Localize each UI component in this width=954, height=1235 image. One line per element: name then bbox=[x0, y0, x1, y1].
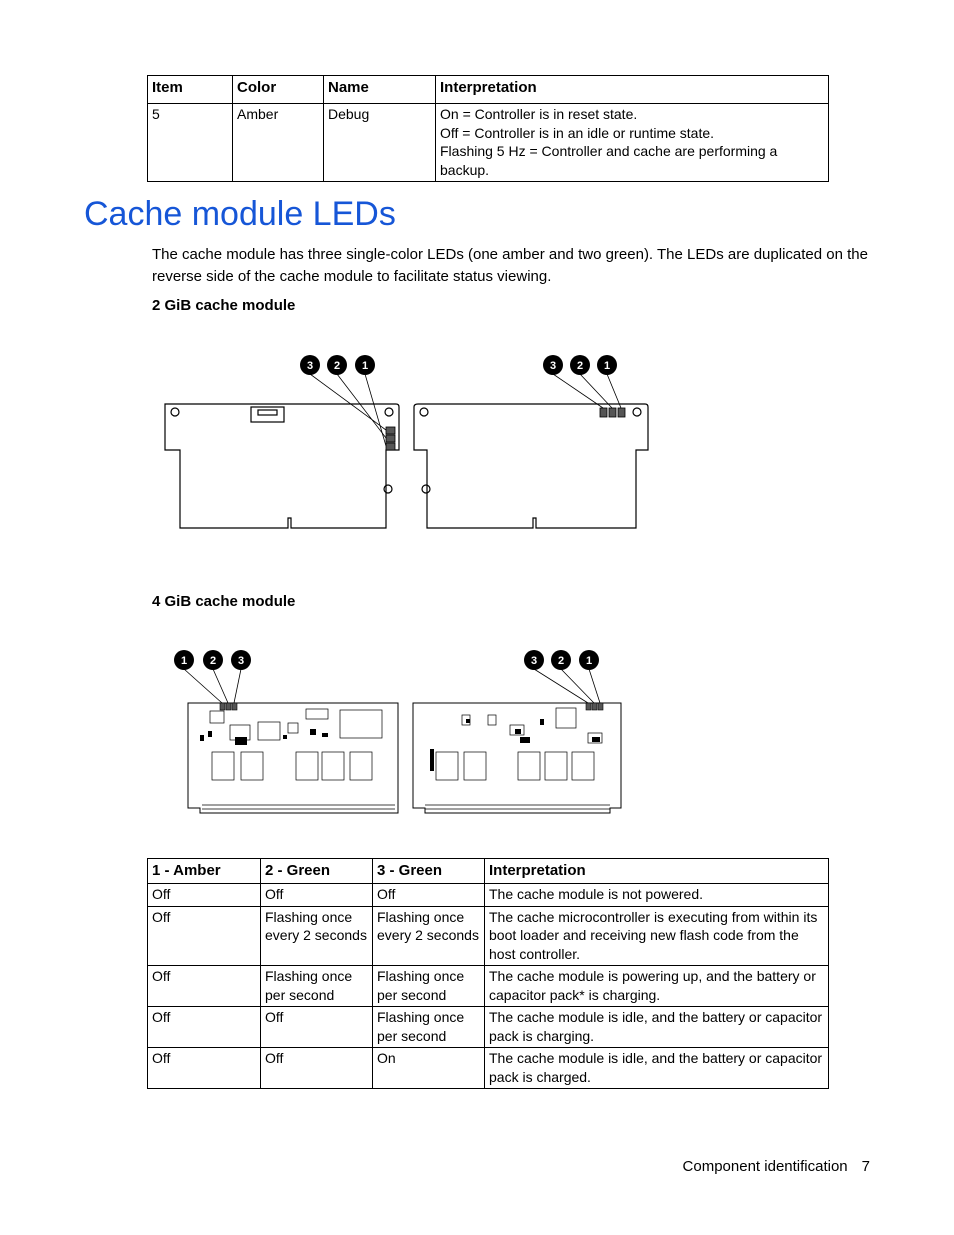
callout-1 bbox=[174, 650, 194, 670]
callout-2 bbox=[203, 650, 223, 670]
led-3 bbox=[232, 703, 237, 710]
header-green-2: 2 - Green bbox=[261, 859, 373, 884]
cell-led2: Off bbox=[261, 1048, 373, 1089]
led-1 bbox=[618, 408, 625, 417]
table-row bbox=[148, 966, 829, 1007]
cell-interpretation: The cache microcontroller is executing from within its boot loader and receiving new flash code from the host controller. bbox=[485, 906, 829, 966]
cell-item: 5 bbox=[148, 104, 233, 182]
led-3 bbox=[600, 408, 607, 417]
svg-text:1: 1 bbox=[585, 655, 593, 667]
callout-1 bbox=[355, 355, 375, 375]
table-row bbox=[148, 1007, 829, 1048]
svg-text:2: 2 bbox=[333, 360, 341, 372]
cell-led2: Flashing once every 2 seconds bbox=[261, 906, 373, 966]
header-interpretation: Interpretation bbox=[436, 76, 829, 104]
led-2 bbox=[226, 703, 231, 710]
cell-interpretation: The cache module is powering up, and the battery or capacitor pack* is charging. bbox=[485, 966, 829, 1007]
callout-3 bbox=[231, 650, 251, 670]
cell-led3: Flashing once per second bbox=[373, 966, 485, 1007]
led-1 bbox=[220, 703, 225, 710]
svg-text:2: 2 bbox=[209, 655, 217, 667]
callout-1 bbox=[597, 355, 617, 375]
callout-2 bbox=[551, 650, 571, 670]
header-item: Item bbox=[148, 76, 233, 104]
page-number: 7 bbox=[861, 1158, 870, 1175]
interpretation-line: Flashing 5 Hz = Controller and cache are performing a backup. bbox=[440, 143, 778, 178]
svg-text:3: 3 bbox=[530, 655, 538, 667]
cell-interpretation bbox=[436, 104, 829, 182]
cell-color: Amber bbox=[233, 104, 324, 182]
cell-led3: Flashing once every 2 seconds bbox=[373, 906, 485, 966]
led-1 bbox=[386, 443, 395, 450]
cell-interpretation: The cache module is idle, and the battery or capacitor pack is charging. bbox=[485, 1007, 829, 1048]
cell-led3: Off bbox=[373, 884, 485, 907]
interpretation-line: Off = Controller is in an idle or runtime state. bbox=[440, 124, 715, 141]
led-2 bbox=[592, 703, 597, 710]
cell-led2: Flashing once per second bbox=[261, 966, 373, 1007]
led-item-table bbox=[147, 75, 829, 182]
callout-2 bbox=[570, 355, 590, 375]
header-color: Color bbox=[233, 76, 324, 104]
table-row bbox=[148, 1048, 829, 1089]
cell-led1: Off bbox=[148, 966, 261, 1007]
header-green-3: 3 - Green bbox=[373, 859, 485, 884]
svg-text:2: 2 bbox=[557, 655, 565, 667]
subheading-4gib: 4 GiB cache module bbox=[152, 593, 296, 610]
svg-text:3: 3 bbox=[549, 360, 557, 372]
cell-led2: Off bbox=[261, 884, 373, 907]
table-row bbox=[148, 884, 829, 907]
svg-text:2: 2 bbox=[576, 360, 584, 372]
cell-led3: Flashing once per second bbox=[373, 1007, 485, 1048]
table-row bbox=[148, 104, 829, 182]
table-header-row bbox=[148, 76, 829, 104]
table-header-row bbox=[148, 859, 829, 884]
callout-3 bbox=[300, 355, 320, 375]
cell-led3: On bbox=[373, 1048, 485, 1089]
svg-text:1: 1 bbox=[180, 655, 188, 667]
header-name: Name bbox=[324, 76, 436, 104]
cache-led-table bbox=[147, 858, 829, 1089]
cell-led1: Off bbox=[148, 906, 261, 966]
header-amber: 1 - Amber bbox=[148, 859, 261, 884]
svg-text:1: 1 bbox=[361, 360, 369, 372]
led-2 bbox=[386, 435, 395, 442]
cell-name: Debug bbox=[324, 104, 436, 182]
callout-3 bbox=[543, 355, 563, 375]
section-heading: Cache module LEDs bbox=[84, 195, 396, 233]
cell-interpretation: The cache module is idle, and the battery or capacitor pack is charged. bbox=[485, 1048, 829, 1089]
footer-section: Component identification bbox=[682, 1158, 848, 1175]
page-footer bbox=[683, 1158, 870, 1175]
cache-module-2gib-diagram bbox=[160, 350, 660, 540]
callout-3 bbox=[524, 650, 544, 670]
svg-text:3: 3 bbox=[306, 360, 314, 372]
cell-led1: Off bbox=[148, 1007, 261, 1048]
callout-1 bbox=[579, 650, 599, 670]
cache-module-4gib-diagram bbox=[170, 645, 630, 820]
interpretation-line: On = Controller is in reset state. bbox=[440, 106, 638, 122]
header-interpretation: Interpretation bbox=[485, 859, 829, 884]
cell-led2: Off bbox=[261, 1007, 373, 1048]
svg-text:1: 1 bbox=[603, 360, 611, 372]
led-3 bbox=[586, 703, 591, 710]
led-3 bbox=[386, 427, 395, 434]
callout-2 bbox=[327, 355, 347, 375]
led-2 bbox=[609, 408, 616, 417]
table-row bbox=[148, 906, 829, 966]
led-1 bbox=[598, 703, 603, 710]
cell-led1: Off bbox=[148, 1048, 261, 1089]
intro-paragraph: The cache module has three single-color LEDs (one amber and two green). The LEDs are duplicated on the reverse side of the cache module to facilitate status viewing. bbox=[152, 246, 868, 285]
svg-text:3: 3 bbox=[237, 655, 245, 667]
cell-led1: Off bbox=[148, 884, 261, 907]
subheading-2gib: 2 GiB cache module bbox=[152, 297, 296, 314]
cell-interpretation: The cache module is not powered. bbox=[485, 884, 829, 907]
